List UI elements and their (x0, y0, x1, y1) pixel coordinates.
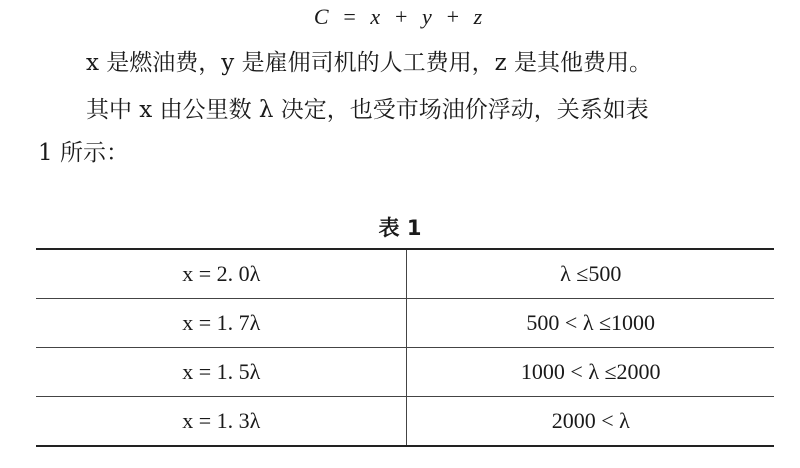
formula-cell: x = 2. 0λ (36, 249, 407, 299)
range-cell: 1000 < λ ≤2000 (407, 348, 774, 397)
paragraph-variables: x 是燃油费，y 是雇佣司机的人工费用，z 是其他费用。 (86, 50, 653, 76)
formula-cell: x = 1. 3λ (36, 397, 407, 447)
range-cell: 2000 < λ (407, 397, 774, 447)
cost-formula: C = x + y + z (313, 4, 487, 29)
table-row (36, 397, 774, 447)
table-row (36, 348, 774, 397)
table-title: 表 1 (378, 216, 422, 240)
table-row (36, 249, 774, 299)
paragraph-relation-line1: 其中 x 由公里数 λ 决定，也受市场油价浮动，关系如表 (86, 97, 649, 123)
formula-cell: x = 1. 7λ (36, 299, 407, 348)
range-cell: 500 < λ ≤1000 (407, 299, 774, 348)
formula-cell: x = 1. 5λ (36, 348, 407, 397)
fuel-cost-table (36, 248, 774, 447)
table-row (36, 299, 774, 348)
paragraph-relation-line2: 1 所示： (38, 140, 129, 166)
range-cell: λ ≤500 (560, 261, 622, 286)
